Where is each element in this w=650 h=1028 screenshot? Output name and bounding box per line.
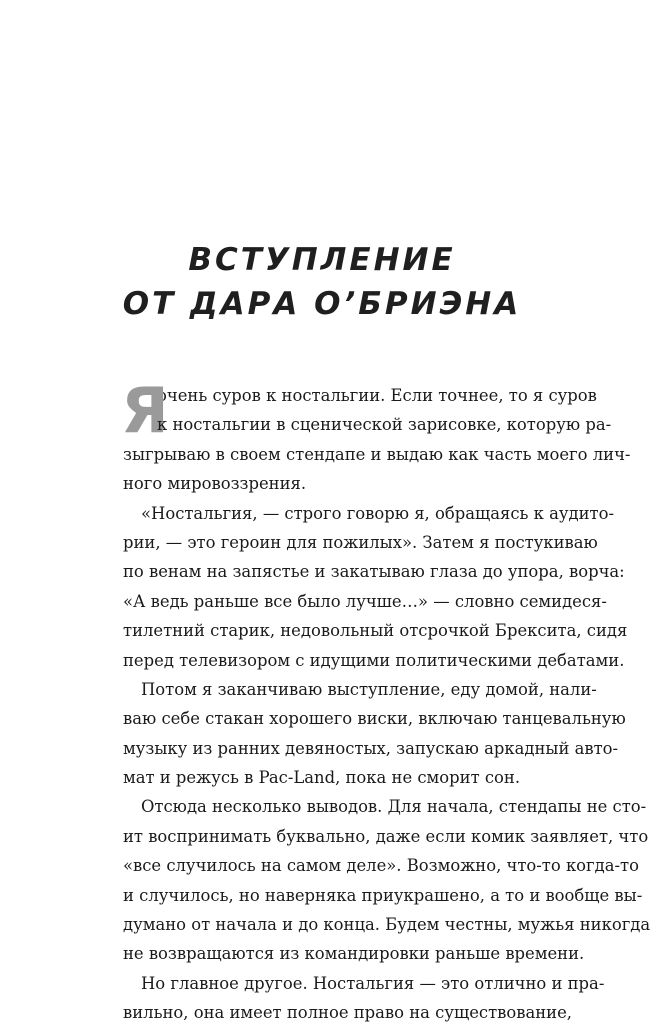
text-line: «Ностальгия, — строго говорю я, обращаясь к аудито- [141,503,614,523]
text-line: не возвращаются из командировки раньше времени. [123,944,585,964]
text-line: по венам на запястье и закатываю глаза до упора, ворча: [123,562,625,582]
text-line: Потом я заканчиваю выступление, еду домой, нали- [141,679,597,699]
text-line: Но главное другое. Ностальгия — это отлично и пра- [141,973,605,993]
chapter-title-line-2: ОТ ДАРА О’БРИЭНА [122,286,522,322]
text-line: «все случилось на самом деле». Возможно, что-то когда-то [123,856,639,876]
chapter-title-line-1: ВСТУПЛЕНИЕ [188,242,456,278]
text-line-content: очень суров к ностальгии. Если точнее, то я суров [157,386,597,405]
text-line: ного мировоззрения. [123,474,307,494]
chapter-title [0,238,644,326]
text-line: Отсюда несколько выводов. Для начала, стендапы не сто- [141,797,647,817]
body-text [121,374,650,1028]
text-line: зыгрываю в своем стендапе и выдаю как часть моего лич- [123,444,631,464]
text-line: музыку из ранних девяностых, запускаю аркадный авто- [123,738,619,758]
text-line: тилетний старик, недовольный отсрочкой Брексита, сидя [123,621,628,641]
text-line: думано от начала и до конца. Будем честны, мужья никогда [123,915,650,935]
text-line: и случилось, но наверняка приукрашено, а то и вообще вы- [123,885,643,905]
text-line: «А ведь раньше все было лучше…» — словно семидеся- [123,591,607,611]
drop-cap: Я [121,374,169,447]
text-line: к ностальгии в сценической зарисовке, которую ра- [157,415,612,435]
text-line: ваю себе стакан хорошего виски, включаю танцевальную [123,709,626,729]
text-line: перед телевизором с идущими политическими дебатами. [123,650,625,670]
text-line: мат и режусь в Pac-Land, пока не сморит сон. [123,768,521,788]
text-line: рии, — это героин для пожилых». Затем я постукиваю [123,532,598,552]
text-line: вильно, она имеет полное право на существование, [123,1003,572,1023]
text-line: ит воспринимать буквально, даже если комик заявляет, что [123,826,649,846]
